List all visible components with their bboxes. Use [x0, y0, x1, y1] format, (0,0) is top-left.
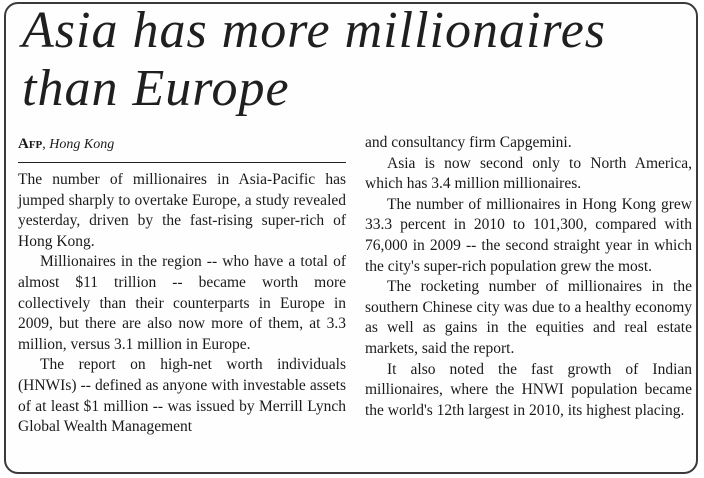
paragraph: Millionaires in the region -- who have a total of almost $11 trillion -- became worth more collectively than their counterparts in Europe in 2009, but there are also now more of them, at 3.3 million, versus 3.1 million in Europe. [18, 253, 346, 353]
byline-location: Hong Kong [49, 137, 115, 152]
article-column-right [365, 133, 692, 421]
paragraph: The report on high-net worth individuals (HNWIs) -- defined as anyone with investable assets of at least $1 million -- was issued by Merrill Lynch Global Wealth Management [18, 356, 346, 436]
paragraph: The rocketing number of millionaires in the southern Chinese city was due to a healthy economy as well as gains in the equities and real estate markets, said the report. [365, 278, 692, 357]
paragraph: The number of millionaires in Hong Kong grew 33.3 percent in 2010 to 101,300, compared with 76,000 in 2009 -- the second straight year in which the city's super-rich population grew the most. [365, 195, 692, 275]
paragraph: It also noted the fast growth of Indian millionaires, where the HNWI population became the world's 12th largest in 2010, its highest placing. [365, 360, 692, 419]
article-column-left [18, 170, 346, 438]
headline: Asia has more millionaires than Europe [22, 2, 607, 117]
paragraph: and consultancy firm Capgemini. [365, 134, 572, 151]
paragraph: Asia is now second only to North America, which has 3.4 million millionaires. [365, 154, 692, 193]
byline: Afp, Hong Kong [18, 136, 115, 152]
byline-agency: Afp [18, 136, 43, 152]
paragraph: The number of millionaires in Asia-Pacific has jumped sharply to overtake Europe, a study revealed yesterday, driven by the fast-rising super-rich of Hong Kong. [18, 171, 346, 250]
byline-divider [18, 162, 346, 163]
